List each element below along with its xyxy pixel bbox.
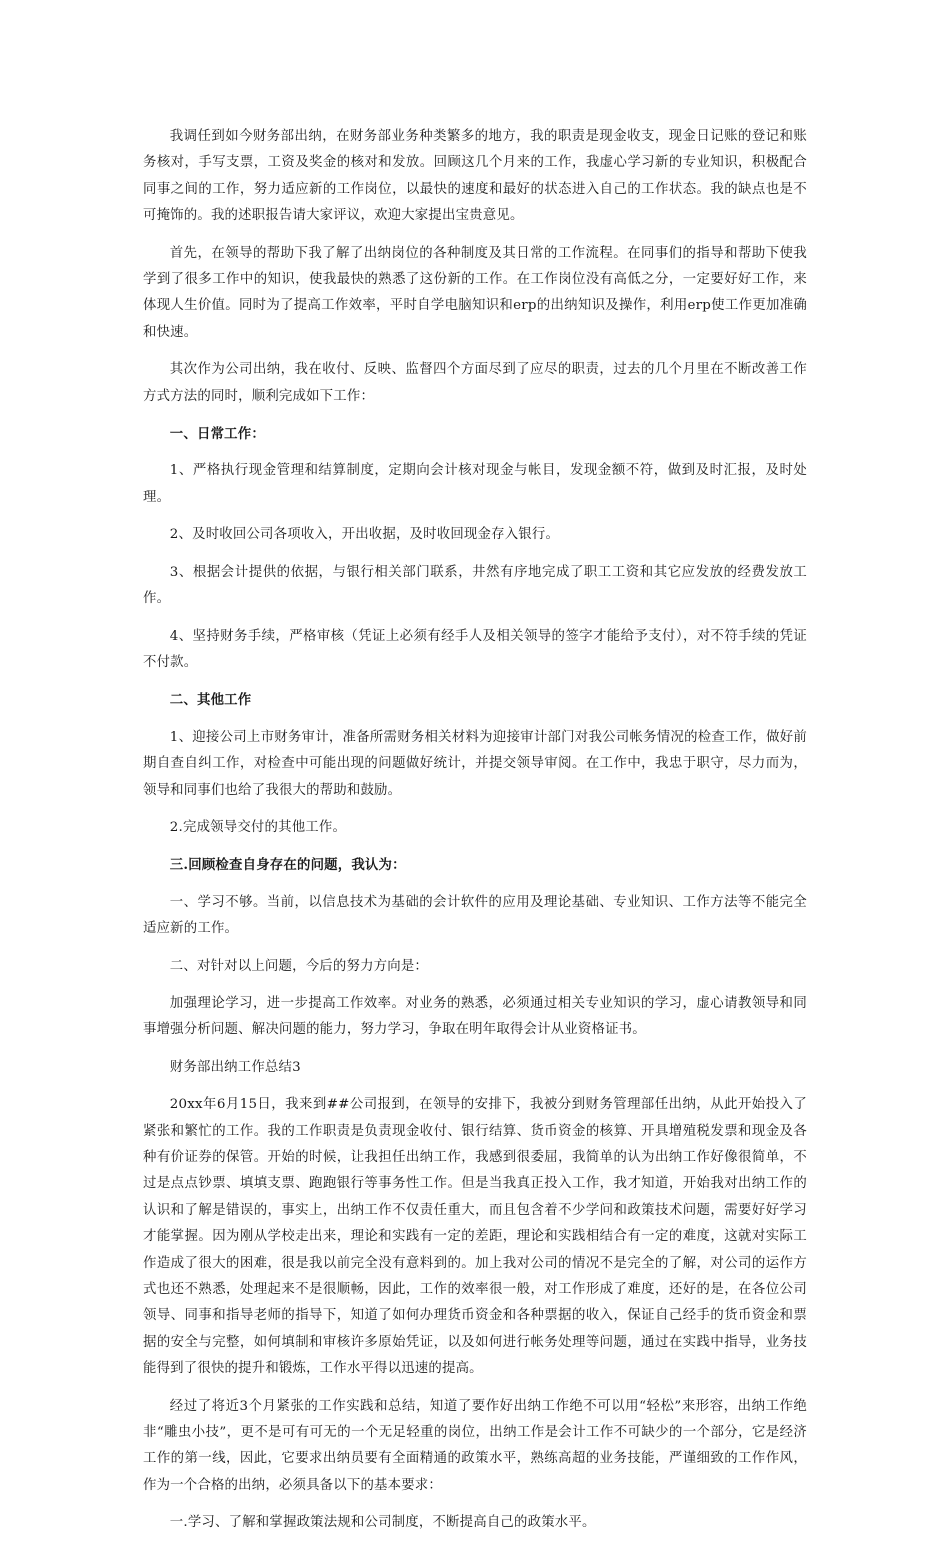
list-item-daily-1: 1、严格执行现金管理和结算制度，定期向会计核对现金与帐目，发现金额不符，做到及时汇报，及时处理。 (143, 463, 807, 505)
paragraph-improvement: 加强理论学习，进一步提高工作效率。对业务的熟悉，必须通过相关专业知识的学习，虚心请教领导和同事增强分析问题、解决问题的能力，努力学习，争取在明年取得会计从业资格证书。 (143, 995, 807, 1038)
paragraph-problem-2: 二、对针对以上问题，今后的努力方向是： (169, 958, 429, 974)
document-body (143, 124, 807, 1548)
paragraph-intro: 我调任到如今财务部出纳，在财务部业务种类繁多的地方，我的职责是现金收支，现金日记账的登记和账务核对，手写支票，工资及奖金的核对和发放。回顾这几个月来的工作，我虚心学习新的专业知识，积极配合同事之间的工作，努力适应新的工作岗位，以最快的速度和最好的状态进入自己的工作状态。我的缺点也是不可掩饰的。我的述职报告请大家评议，欢迎大家提出宝贵意见。 (143, 129, 807, 224)
paragraph-first: 首先，在领导的帮助下我了解了出纳岗位的各种制度及其日常的工作流程。在同事们的指导和帮助下使我学到了很多工作中的知识，使我最快的熟悉了这份新的工作。在工作岗位没有高低之分，一定要好好工作，来体现人生价值。同时为了提高工作效率，平时自学电脑知识和erp的出纳知识及操作，利用erp使工作更加准确和快速。 (143, 245, 807, 340)
section-title-summary-3: 财务部出纳工作总结3 (169, 1059, 301, 1075)
list-item-other-2: 2.完成领导交付的其他工作。 (169, 819, 347, 835)
heading-daily-work: 一、日常工作： (169, 426, 265, 443)
list-item-daily-2: 2、及时收回公司各项收入，开出收据，及时收回现金存入银行。 (169, 527, 560, 543)
list-item-daily-3: 3、根据会计提供的依据，与银行相关部门联系，井然有序地完成了职工工资和其它应发放的经费发放工作。 (143, 564, 807, 607)
heading-review-problems: 三.回顾检查自身存在的问题，我认为： (169, 857, 406, 874)
paragraph-summary-3-requirements: 经过了将近3个月紧张的工作实践和总结，知道了要作好出纳工作绝不可以用“轻松”来形容，出纳工作绝非“雕虫小技”，更不是可有可无的一个无足轻重的岗位，出纳工作是会计工作不可缺少的一个部分，它是经济工作的第一线，因此，它要求出纳员要有全面精通的政策水平，熟练高超的业务技能，严谨细致的工作作风，作为一个合格的出纳，必须具备以下的基本要求： (143, 1398, 807, 1493)
paragraph-summary-3-body: 20xx年6月15日，我来到##公司报到，在领导的安排下，我被分到财务管理部任出纳，从此开始投入了紧张和繁忙的工作。我的工作职责是负责现金收付、银行结算、货币资金的核算、开具增殖税发票和现金及各种有价证券的保管。开始的时候，让我担任出纳工作，我感到很委屈，我简单的认为出纳工作好像很简单，不过是点点钞票、填填支票、跑跑银行等事务性工作。但是当我真正投入工作，我才知道，开始我对出纳工作的认识和了解是错误的，事实上，出纳工作不仅责任重大，而且包含着不少学问和政策技术问题，需要好好学习才能掌握。因为刚从学校走出来，理论和实践有一定的差距，理论和实践相结合有一定的难度，这就对实际工作造成了很大的困难，很是我以前完全没有意料到的。加上我对公司的情况不是完全的了解，对公司的运作方式也还不熟悉，处理起来不是很顺畅，因此，工作的效率很一般，对工作形成了难度，还好的是，在各位公司领导、同事和指导老师的指导下，知道了如何办理货币资金和各种票据的收入，保证自己经手的货币资金和票据的安全与完整，如何填制和审核许多原始凭证，以及如何进行帐务处理等问题，通过在实践中指导，业务技能得到了很快的提升和锻炼，工作水平得以迅速的提高。 (143, 1097, 807, 1377)
paragraph-problem-1: 一、学习不够。当前，以信息技术为基础的会计软件的应用及理论基础、专业知识、工作方法等不能完全适应新的工作。 (143, 894, 807, 937)
list-item-daily-4: 4、坚持财务手续，严格审核（凭证上必须有经手人及相关领导的签字才能给予支付），对不符手续的凭证不付款。 (143, 628, 807, 670)
list-item-other-1: 1、迎接公司上市财务审计，准备所需财务相关材料为迎接审计部门对我公司帐务情况的检查工作，做好前期自查自纠工作，对检查中可能出现的问题做好统计，并提交领导审阅。在工作中，我忠于职守，尽力而为，领导和同事们也给了我很大的帮助和鼓励。 (143, 729, 807, 798)
paragraph-second: 其次作为公司出纳，我在收付、反映、监督四个方面尽到了应尽的职责，过去的几个月里在不断改善工作方式方法的同时，顺利完成如下工作： (143, 362, 807, 404)
list-item-requirement-1: 一.学习、了解和掌握政策法规和公司制度，不断提高自己的政策水平。 (169, 1515, 596, 1531)
heading-other-work: 二、其他工作 (169, 692, 252, 709)
